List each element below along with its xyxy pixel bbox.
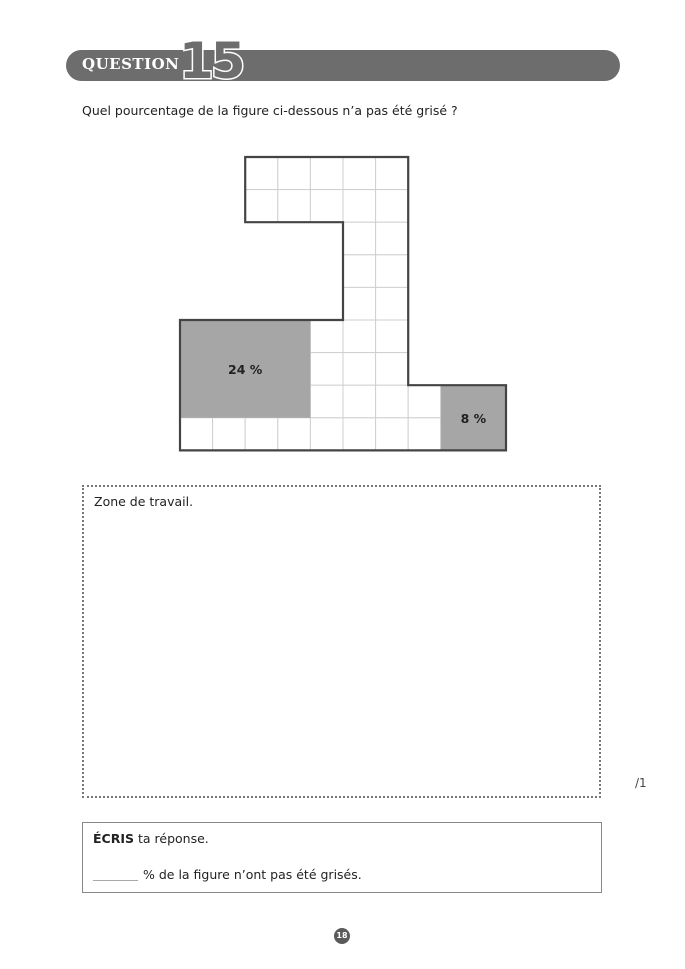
grid-cell — [245, 157, 278, 190]
shaded-large-label: 24 % — [228, 361, 263, 377]
grid-cell — [408, 385, 441, 418]
shaded-small-label: 8 % — [460, 410, 487, 426]
grid-cell — [213, 418, 246, 451]
grid-cell — [343, 287, 376, 320]
score-mark: /1 — [635, 776, 647, 790]
grid-cell — [310, 353, 343, 386]
answer-instruction-verb: ÉCRIS — [93, 831, 134, 846]
question-prompt: Quel pourcentage de la figure ci-dessous n’a pas été grisé ? — [82, 103, 458, 118]
grid-figure — [170, 148, 515, 458]
grid-cell — [343, 385, 376, 418]
grid-cell — [310, 320, 343, 353]
grid-cell — [343, 255, 376, 288]
grid-cell — [343, 418, 376, 451]
grid-cell — [376, 255, 409, 288]
grid-cell — [278, 157, 311, 190]
grid-cell — [180, 418, 213, 451]
grid-cell — [245, 190, 278, 223]
grid-cell — [376, 353, 409, 386]
grid-cell — [343, 157, 376, 190]
grid-cell — [278, 190, 311, 223]
grid-cell — [343, 353, 376, 386]
grid-cell — [376, 287, 409, 320]
grid-cell — [310, 157, 343, 190]
answer-instruction-rest: ta réponse. — [134, 831, 209, 846]
answer-instruction — [93, 831, 209, 846]
grid-cell — [376, 385, 409, 418]
grid-cell — [376, 157, 409, 190]
grid-cell — [408, 418, 441, 451]
grid-cell — [278, 418, 311, 451]
grid-cell — [376, 320, 409, 353]
work-zone-label: Zone de travail. — [94, 494, 194, 509]
grid-cell — [376, 222, 409, 255]
page-number: 18 — [334, 928, 350, 944]
grid-cell — [376, 418, 409, 451]
work-zone[interactable] — [82, 485, 601, 798]
grid-cell — [343, 222, 376, 255]
grid-cell — [245, 418, 278, 451]
grid-cell — [310, 385, 343, 418]
grid-cell — [310, 418, 343, 451]
answer-input-blank[interactable] — [93, 880, 138, 881]
answer-sentence: % de la figure n’ont pas été grisés. — [143, 867, 362, 882]
grid-cell — [343, 190, 376, 223]
question-label: QUESTION — [82, 55, 180, 73]
question-number: 15 — [179, 32, 243, 90]
grid-cell — [343, 320, 376, 353]
grid-cell — [376, 190, 409, 223]
grid-cell — [310, 190, 343, 223]
